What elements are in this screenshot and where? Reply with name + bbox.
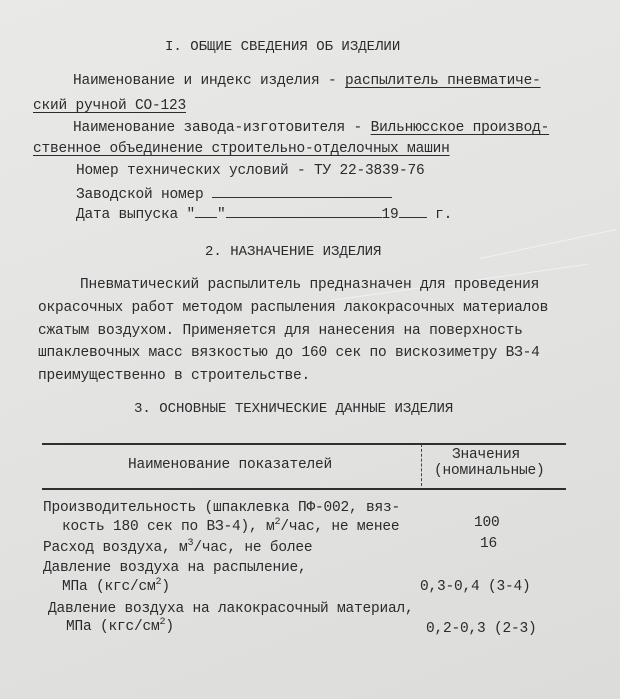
row-value: 0,3-0,4 (3-4) <box>420 579 531 595</box>
table-header-name: Наименование показателей <box>128 457 333 473</box>
release-year-suffix: г. <box>435 207 453 223</box>
table-top-rule <box>42 443 566 445</box>
release-day-field[interactable] <box>195 203 217 218</box>
row-name: Производительность (шпаклевка ПФ-002, вяз- <box>43 500 401 516</box>
paper-crease <box>480 229 617 259</box>
purpose-line: шпаклевочных масс вязкостью до 160 сек по вискозиметру ВЗ-4 <box>38 345 540 361</box>
product-name-value-cont: ский ручной СО-123 <box>33 98 187 114</box>
superscript: 3 <box>187 538 194 549</box>
section-1-title: I. ОБЩИЕ СВЕДЕНИЯ ОБ ИЗДЕЛИИ <box>165 39 401 55</box>
row-name-text: кость 180 сек по ВЗ-4), м <box>62 519 275 535</box>
table-header-values-sub: (номинальные) <box>434 463 545 479</box>
section-3-title: 3. ОСНОВНЫЕ ТЕХНИЧЕСКИЕ ДАННЫЕ ИЗДЕЛИЯ <box>134 401 454 417</box>
release-date-label: Дата выпуска " <box>76 207 196 223</box>
serial-number-line <box>76 183 392 204</box>
release-date-quote: " <box>217 207 226 223</box>
row-name-text: /час, не менее <box>280 519 400 535</box>
purpose-line: преимущественно в строительстве. <box>38 368 311 384</box>
table-header-values: Значения <box>452 447 521 463</box>
purpose-line: Пневматический распылитель предназначен для проведения <box>80 277 540 293</box>
table-column-divider <box>421 444 422 486</box>
row-name-text: /час, не более <box>193 540 313 556</box>
purpose-line: окрасочных работ методом распыления лакокрасочных материалов <box>38 300 549 316</box>
row-name: Давление воздуха на лакокрасочный материал, <box>48 601 414 617</box>
serial-number-label: Заводской номер <box>76 187 204 203</box>
superscript: 2 <box>155 577 162 588</box>
release-date-line <box>76 203 452 224</box>
release-month-field[interactable] <box>226 203 382 218</box>
section-2-title: 2. НАЗНАЧЕНИЕ ИЗДЕЛИЯ <box>205 244 382 260</box>
manufacturer-line-2 <box>33 140 450 158</box>
serial-number-field[interactable] <box>212 183 392 198</box>
manufacturer-label: Наименование завода-изготовителя - <box>73 120 371 136</box>
product-name-line-1 <box>73 72 541 90</box>
row-name-cont <box>62 518 399 536</box>
product-name-label: Наименование и индекс изделия - <box>73 73 346 89</box>
table-header-rule <box>42 488 566 490</box>
row-name: Давление воздуха на распыление, <box>43 560 307 576</box>
superscript: 2 <box>159 617 166 628</box>
product-name-value: распылитель пневматиче- <box>345 73 541 89</box>
row-name <box>43 539 312 557</box>
release-year-field[interactable] <box>399 203 427 218</box>
row-name-text: МПа (кгс/см <box>66 619 160 635</box>
row-name-text: Расход воздуха, м <box>43 540 188 556</box>
row-value: 100 <box>474 515 500 531</box>
row-name-text: МПа (кгс/см <box>62 579 156 595</box>
row-value: 0,2-0,3 (2-3) <box>426 621 537 637</box>
manufacturer-line-1 <box>73 119 549 137</box>
row-name-cont <box>62 578 170 596</box>
product-name-line-2 <box>33 97 186 115</box>
manufacturer-value-cont: ственное объединение строительно-отделочных машин <box>33 141 450 157</box>
row-name-text: ) <box>165 619 174 635</box>
row-value: 16 <box>480 536 498 552</box>
superscript: 2 <box>274 517 281 528</box>
spec-number: Номер технических условий - ТУ 22-3839-76 <box>76 163 425 179</box>
release-year-prefix: 19 <box>381 207 399 223</box>
purpose-line: сжатым воздухом. Применяется для нанесения на поверхность <box>38 323 523 339</box>
row-name-cont <box>66 618 174 636</box>
manufacturer-value: Вильнюсское производ- <box>370 120 550 136</box>
row-name-text: ) <box>161 579 170 595</box>
